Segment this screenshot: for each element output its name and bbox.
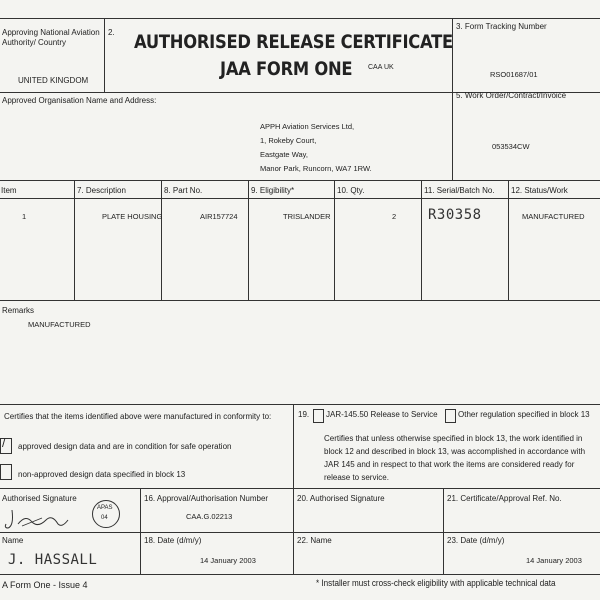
block21-label: 21. Certificate/Approval Ref. No.: [447, 494, 562, 503]
col-header-description: 7. Description: [77, 186, 126, 195]
other-regulation-checkbox[interactable]: [445, 409, 456, 423]
vline-mid-cert: [293, 404, 294, 574]
col-header-eligibility: 9. Eligibility*: [251, 186, 295, 195]
cell-item: 1: [22, 212, 27, 221]
col-header-part-no: 8. Part No.: [164, 186, 203, 195]
stamp-text: APAS: [97, 505, 113, 511]
apas-stamp: [92, 500, 120, 528]
approved-design-tick-icon: /: [2, 436, 6, 450]
address-line-2: 1, Rokeby Court,: [260, 136, 317, 145]
jar145-label: JAR-145.50 Release to Service: [326, 410, 438, 419]
block2-number: 2.: [108, 28, 115, 37]
block19-text-4: release to service.: [324, 473, 389, 482]
address-line-4: Manor Park, Runcorn, WA7 1RW.: [260, 164, 372, 173]
rule-form-bottom: [0, 574, 600, 575]
footer-issue: A Form One - Issue 4: [2, 580, 88, 590]
vline-col2: [161, 180, 162, 300]
cell-serial: R30358: [428, 207, 482, 223]
block3-label: 3. Form Tracking Number: [456, 22, 547, 31]
block1-country: UNITED KINGDOM: [18, 76, 89, 85]
caa-uk-label: CAA UK: [368, 64, 394, 71]
rule-remarks-bottom: [0, 404, 600, 405]
vline-col5: [421, 180, 422, 300]
name-label: Name: [2, 536, 24, 545]
date18-value: 14 January 2003: [200, 556, 256, 565]
date23-label: 23. Date (d/m/y): [447, 536, 505, 545]
form-subtitle: JAA FORM ONE: [220, 58, 353, 80]
non-approved-design-checkbox[interactable]: [0, 464, 12, 480]
remarks-value: MANUFACTURED: [28, 320, 91, 329]
rule-cert-bottom: [0, 488, 600, 489]
stamp-number: 04: [101, 515, 108, 521]
block5-label: 5. Work Order/Contract/Invoice: [456, 91, 567, 100]
rule-sig-bottom: [0, 532, 600, 533]
block19-text-1: Certifies that unless otherwise specified in block 13, the work identified in: [324, 434, 583, 443]
vline-sig-left: [140, 488, 141, 574]
vline-col3: [248, 180, 249, 300]
vline-sig-right: [443, 488, 444, 574]
cell-eligibility: TRISLANDER: [283, 212, 331, 221]
authorised-signature-label: Authorised Signature: [2, 494, 77, 503]
address-line-3: Eastgate Way,: [260, 150, 308, 159]
form-title: AUTHORISED RELEASE CERTIFICATE: [134, 31, 453, 53]
vline-col6: [508, 180, 509, 300]
remarks-label: Remarks: [2, 306, 35, 315]
non-approved-design-label: non-approved design data specified in block 13: [18, 470, 186, 479]
footer-note: * Installer must cross-check eligibility with applicable technical data: [316, 578, 556, 588]
cell-qty: 2: [392, 212, 397, 221]
block22-label: 22. Name: [297, 536, 332, 545]
block19-text-2: block 12 and described in block 13, was accomplished in accordance with: [324, 447, 586, 456]
date18-label: 18. Date (d/m/y): [144, 536, 202, 545]
col-header-status: 12. Status/Work: [511, 186, 568, 195]
block1-label: Approving National Aviation Authority/ Country: [2, 28, 100, 47]
work-order-number: 053534CW: [492, 142, 530, 151]
approval-number-value: CAA.G.02213: [186, 512, 233, 521]
col-header-qty: 10. Qty.: [337, 186, 365, 195]
vline-block1: [104, 18, 105, 92]
cell-description: PLATE HOUSING: [102, 212, 163, 221]
block20-label: 20. Authorised Signature: [297, 494, 385, 503]
cell-part-no: AIR157724: [200, 212, 238, 221]
cell-status: MANUFACTURED: [522, 212, 585, 221]
block19-number: 19.: [298, 410, 310, 419]
signature-scribble: [2, 506, 82, 532]
col-header-serial: 11. Serial/Batch No.: [424, 186, 495, 195]
date23-value: 14 January 2003: [526, 556, 582, 565]
address-line-1: APPH Aviation Services Ltd,: [260, 122, 355, 131]
block4-label: Approved Organisation Name and Address:: [2, 96, 157, 105]
approval-number-label: 16. Approval/Authorisation Number: [144, 494, 269, 503]
rule-block4-bottom: [0, 180, 600, 181]
block14-cert-text: Certifies that the items identified above were manufactured in conformity to:: [4, 412, 272, 421]
name-value: J. HASSALL: [8, 552, 98, 568]
rule-table-bottom: [0, 300, 600, 301]
block19-text-3: JAR 145 and in respect to that work the items are considered ready for: [324, 460, 575, 469]
vline-col4: [334, 180, 335, 300]
vline-col1: [74, 180, 75, 300]
col-header-item: Item: [1, 186, 17, 195]
top-border: [0, 18, 600, 19]
other-regulation-label: Other regulation specified in block 13: [458, 410, 590, 419]
tracking-number: RSO01687/01: [490, 70, 538, 79]
jar145-checkbox[interactable]: [313, 409, 324, 423]
rule-table-header-bottom: [0, 198, 600, 199]
approved-design-label: approved design data and are in condition for safe operation: [18, 442, 232, 451]
